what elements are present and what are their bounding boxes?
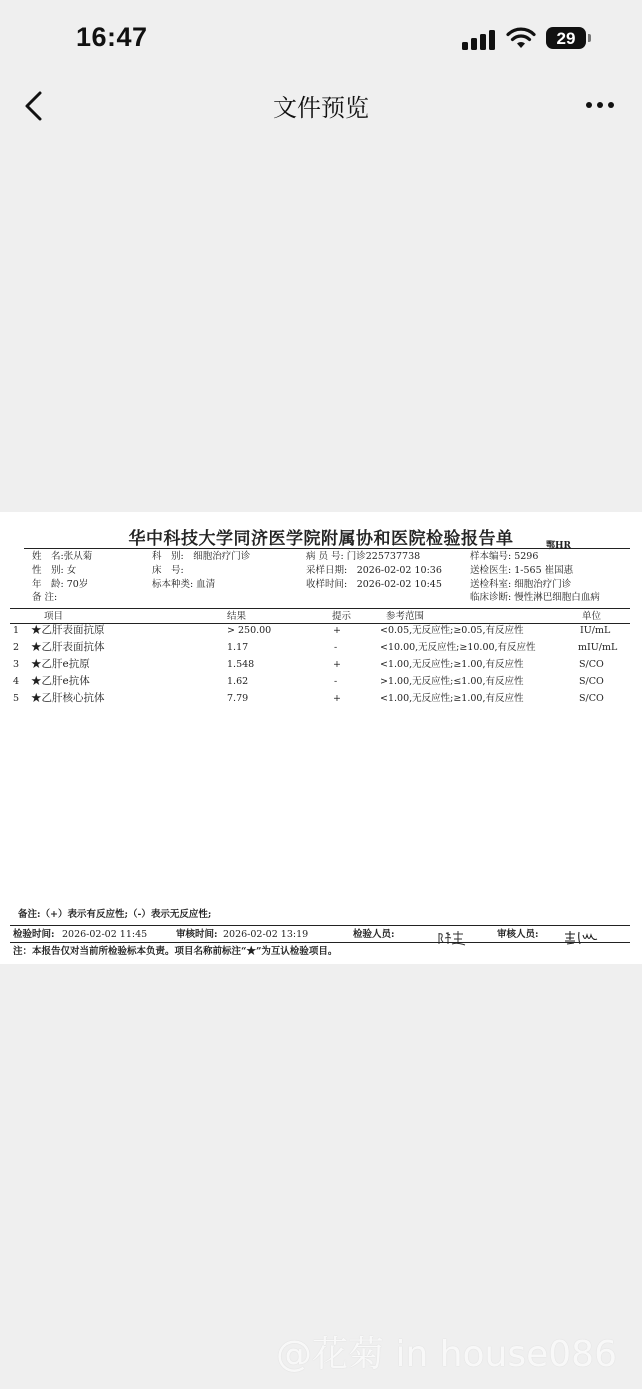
divider (10, 942, 630, 943)
item-name: ★乙肝表面抗原 (31, 624, 105, 636)
unit: mIU/mL (578, 642, 618, 653)
battery-icon (546, 27, 586, 49)
status-bar (0, 0, 642, 76)
flag: + (333, 693, 341, 704)
patient-gender: 性 别: 女 (32, 565, 77, 576)
result-value: 1.62 (227, 676, 249, 687)
reference-range: >1.00,无反应性;≤1.00,有反应性 (380, 676, 524, 687)
status-time: 16:47 (76, 22, 148, 52)
patient-age: 年 龄: 70岁 (32, 579, 89, 590)
referring-lab: 送检科室: 细胞治疗门诊 (470, 579, 572, 590)
referring-doctor: 送检医生: 1-565 崔国惠 (470, 565, 574, 576)
row-number: 1 (13, 625, 20, 636)
row-number: 2 (13, 642, 20, 653)
reviewer-signature-image (563, 930, 599, 946)
unit: S/CO (579, 676, 604, 687)
bed-number: 床 号: (152, 565, 184, 576)
unit: IU/mL (580, 625, 611, 636)
reference-range: <1.00,无反应性;≥1.00,有反应性 (380, 693, 524, 704)
test-time: 2026-02-02 11:45 (62, 929, 148, 940)
item-name: ★乙肝e抗原 (31, 658, 90, 670)
item-name: ★乙肝e抗体 (31, 675, 90, 687)
flag: - (334, 676, 338, 687)
footer-note: 注：本报告仅对当前所检验标本负责。项目名称前标注“★”为互认检验项目。 (13, 946, 338, 957)
header-range: 参考范围 (386, 611, 425, 622)
watermark: @花菊 in house086 (276, 1334, 617, 1375)
department: 科 别: 细胞治疗门诊 (152, 551, 251, 562)
reference-range: <1.00,无反应性;≥1.00,有反应性 (380, 659, 524, 670)
patient-remark: 备 注: (32, 592, 58, 603)
table-row (0, 639, 642, 656)
clinical-diagnosis: 临床诊断: 慢性淋巴细胞白血病 (470, 592, 600, 603)
table-row (0, 673, 642, 690)
page-title: 文件预览 (273, 94, 369, 122)
review-time-label: 审核时间: (176, 929, 218, 940)
header-result: 结果 (227, 611, 247, 622)
document-preview[interactable] (0, 512, 642, 964)
patient-number: 病 员 号: 门诊225737738 (306, 551, 421, 562)
table-row (0, 656, 642, 673)
row-number: 3 (13, 659, 20, 670)
more-icon[interactable] (586, 102, 614, 108)
specimen-type: 标本种类: 血清 (152, 579, 216, 590)
battery-level: 29 (556, 29, 576, 48)
receive-time: 收样时间: 2026-02-02 10:45 (306, 579, 442, 590)
result-value: 1.548 (227, 659, 255, 670)
result-value: 1.17 (227, 642, 249, 653)
unit: S/CO (579, 659, 604, 670)
report-title: 华中科技大学同济医学院附属协和医院检验报告单 (128, 529, 514, 549)
report-code: 鄂HR (546, 541, 571, 551)
nav-bar (0, 76, 642, 136)
item-name: ★乙肝表面抗体 (31, 641, 105, 653)
test-time-label: 检验时间: (13, 929, 55, 940)
divider (10, 608, 630, 609)
unit: S/CO (579, 693, 604, 704)
table-row (0, 690, 642, 707)
flag: + (333, 659, 341, 670)
flag: + (333, 625, 341, 636)
header-unit: 单位 (582, 611, 602, 622)
divider (10, 925, 630, 926)
review-time: 2026-02-02 13:19 (223, 929, 309, 940)
tester-label: 检验人员: (353, 929, 395, 940)
header-item: 项目 (44, 611, 64, 622)
reference-range: <0.05,无反应性;≥0.05,有反应性 (380, 625, 524, 636)
tester-signature-image (437, 930, 467, 946)
sample-number: 样本编号: 5296 (470, 551, 539, 562)
row-number: 4 (13, 676, 20, 687)
result-value: 7.79 (227, 693, 249, 704)
result-value: > 250.00 (227, 625, 272, 636)
header-flag: 提示 (332, 611, 352, 622)
reviewer-label: 审核人员: (497, 929, 539, 940)
divider (24, 548, 630, 549)
table-row (0, 622, 642, 639)
wifi-icon (506, 26, 536, 50)
flag: - (334, 642, 338, 653)
reference-range: <10.00,无反应性;≥10.00,有反应性 (380, 642, 536, 653)
patient-name: 姓 名:张从菊 (32, 551, 93, 562)
collect-date: 采样日期: 2026-02-02 10:36 (306, 565, 442, 576)
row-number: 5 (13, 693, 20, 704)
signal-icon (462, 28, 496, 50)
item-name: ★乙肝核心抗体 (31, 692, 105, 704)
footer-remark: 备注:（+）表示有反应性;（-）表示无反应性; (18, 909, 212, 920)
